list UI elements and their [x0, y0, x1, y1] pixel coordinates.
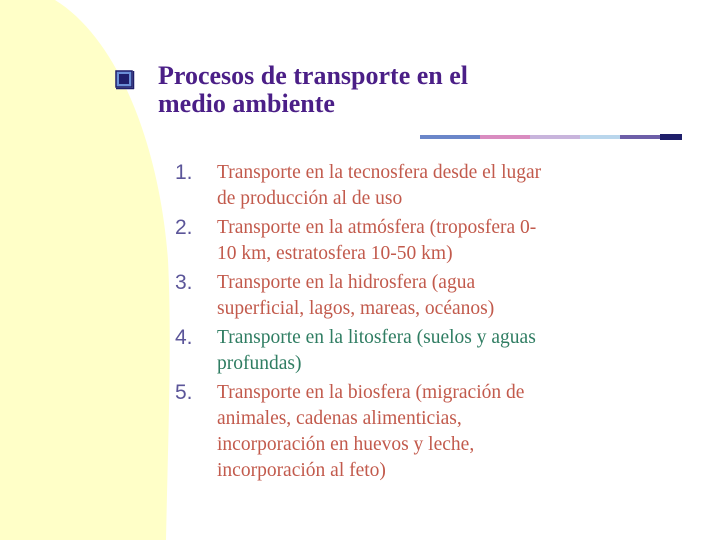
slide-title-line: medio ambiente [158, 89, 335, 118]
list-number: 3. [175, 271, 193, 294]
list-text-line: animales, cadenas alimenticias, [217, 408, 462, 429]
list-text-line: Transporte en la litosfera (suelos y aguas [217, 327, 536, 348]
list-number: 4. [175, 326, 193, 349]
list-item [175, 325, 645, 377]
square-bullet-icon [113, 68, 135, 90]
list-number: 5. [175, 381, 193, 404]
list-item [175, 380, 645, 484]
list-text [217, 380, 645, 484]
slide-title [158, 62, 678, 118]
list-item [175, 160, 645, 212]
list-text-line: incorporación en huevos y leche, [217, 434, 475, 455]
list-text-line: profundas) [217, 353, 302, 374]
list-text [217, 325, 645, 377]
list-text-line: Transporte en la atmósfera (troposfera 0- [217, 217, 537, 238]
list-number: 1. [175, 161, 193, 184]
list-text-line: Transporte en la tecnosfera desde el lugar [217, 162, 542, 183]
list-text-line: Transporte en la hidrosfera (agua [217, 272, 476, 293]
list-text-line: Transporte en la biosfera (migración de [217, 382, 525, 403]
list-text [217, 270, 645, 322]
list-number: 2. [175, 216, 193, 239]
list-text-line: superficial, lagos, mareas, océanos) [217, 298, 495, 319]
numbered-list [175, 160, 645, 487]
list-text-line: 10 km, estratosfera 10-50 km) [217, 243, 453, 264]
list-item [175, 270, 645, 322]
title-divider [420, 134, 682, 140]
list-text-line: incorporación al feto) [217, 460, 386, 481]
list-text [217, 215, 645, 267]
list-text-line: de producción al de uso [217, 188, 403, 209]
list-text [217, 160, 645, 212]
list-item [175, 215, 645, 267]
slide-title-line: Procesos de transporte en el [158, 61, 469, 90]
